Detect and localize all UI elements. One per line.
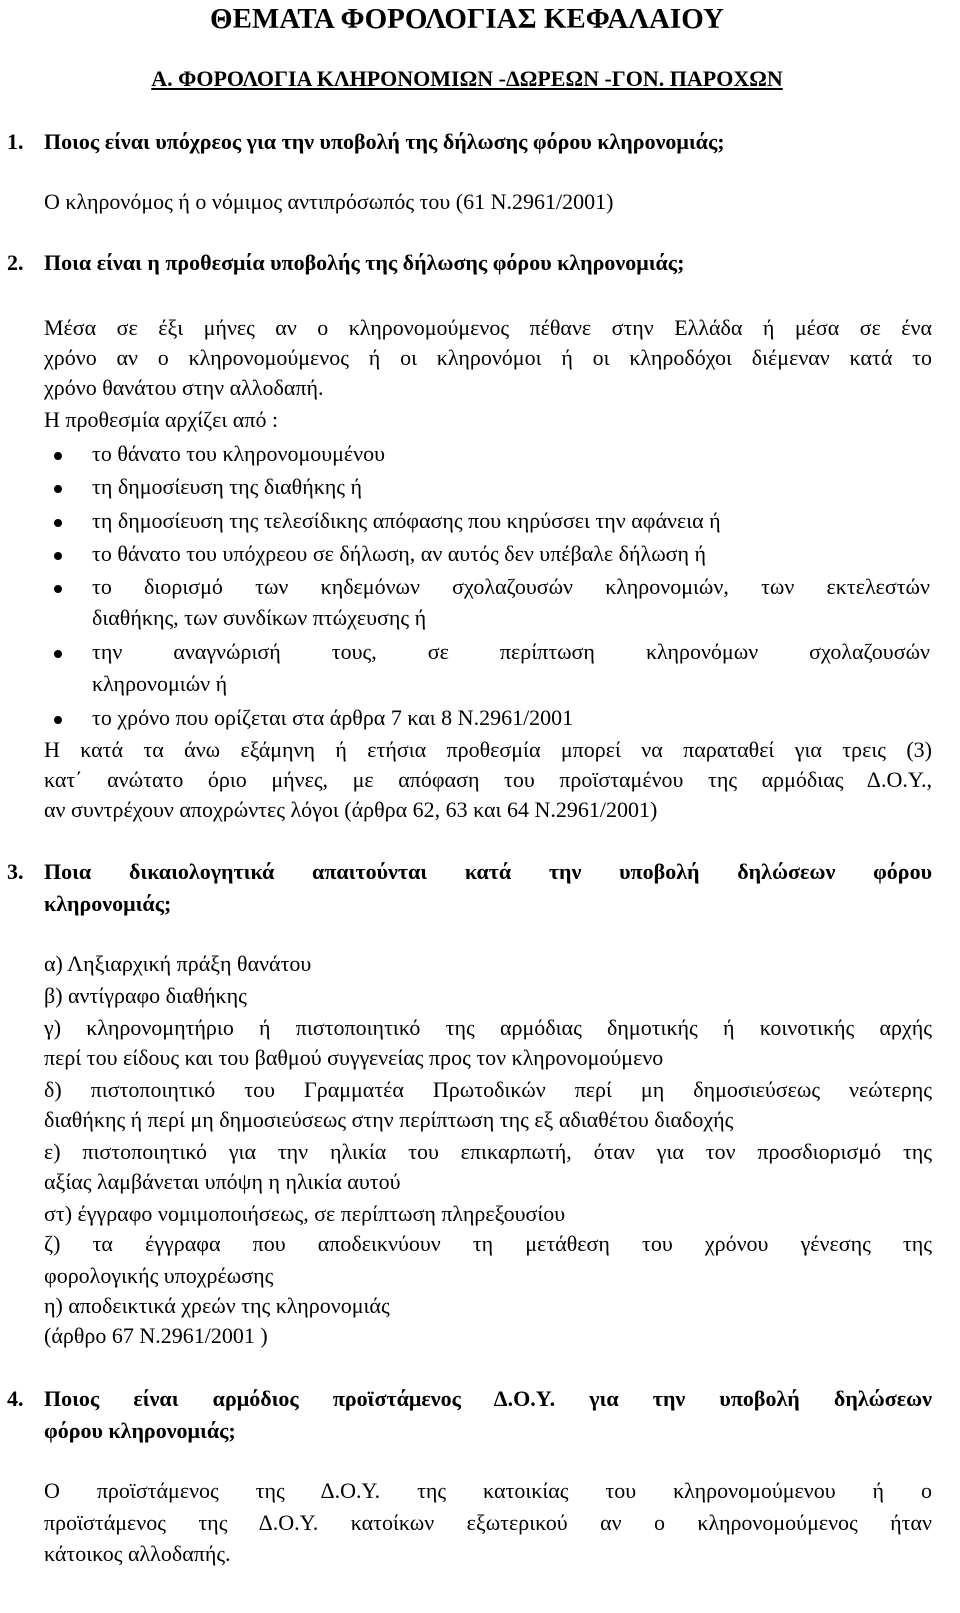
bullet-icon (54, 552, 62, 560)
document-item: (άρθρο 67 Ν.2961/2001 ) (44, 1323, 268, 1348)
answer-4-line: Ο προϊστάμενος της Δ.Ο.Υ. της κατοικίας του κληρονομούμενου ή ο (44, 1478, 932, 1503)
list-item: το χρόνο που ορίζεται στα άρθρα 7 και 8 Ν.2961/2001 (92, 705, 574, 730)
list-item: το θάνατο του υπόχρεου σε δήλωση, αν αυτός δεν υπέβαλε δήλωση ή (92, 541, 707, 566)
bullet-icon (54, 452, 62, 460)
question-4-continuation: φόρου κληρονομιάς; (44, 1418, 236, 1443)
extension-line: Η κατά τα άνω εξάμηνη ή ετήσια προθεσμία μπορεί να παραταθεί για τρεις (3) (44, 737, 932, 762)
document-item: αξίας λαμβάνεται υπόψη η ηλικία αυτού (44, 1169, 401, 1194)
extension-line: αν συντρέχουν αποχρώντες λόγοι (άρθρα 62, 63 και 64 Ν.2961/2001) (44, 797, 658, 822)
question-1: Ποιος είναι υπόχρεος για την υποβολή της δήλωσης φόρου κληρονομιάς; (44, 129, 725, 154)
list-item: το θάνατο του κληρονομουμένου (92, 441, 386, 466)
list-item: την αναγνώρισή τους, σε περίπτωση κληρονόμων σχολαζουσών (92, 639, 930, 664)
question-number: 3. (7, 859, 24, 884)
answer-2-line: Μέσα σε έξι μήνες αν ο κληρονομούμενος πέθανε στην Ελλάδα ή μέσα σε ένα (44, 315, 932, 340)
document-item: περί του είδους και του βαθμού συγγενείας προς τον κληρονομούμενο (44, 1045, 664, 1070)
document-item: ζ) τα έγγραφα που αποδεικνύουν τη μετάθεση του χρόνου γένεσης της (44, 1231, 932, 1256)
extension-line: κατ΄ ανώτατο όριο μήνες, με απόφαση του προϊσταμένου της αρμόδιας Δ.Ο.Υ., (44, 767, 932, 792)
list-item: τη δημοσίευση της τελεσίδικης απόφασης που κηρύσσει την αφάνεια ή (92, 508, 721, 533)
document-title: ΘΕΜΑΤΑ ΦΟΡΟΛΟΓΙΑΣ ΚΕΦΑΛΑΙΟΥ (210, 3, 724, 35)
answer-4-line: προϊστάμενος της Δ.Ο.Υ. κατοίκων εξωτερικού αν ο κληρονομούμενος ήταν (44, 1510, 932, 1535)
document-item: α) Ληξιαρχική πράξη θανάτου (44, 951, 312, 976)
question-3-continuation: κληρονομιάς; (44, 891, 172, 916)
bullet-icon (54, 519, 62, 527)
document-item: ε) πιστοποιητικό για την ηλικία του επικαρπωτή, όταν για τον προσδιορισμό της (44, 1139, 932, 1164)
list-item: το διορισμό των κηδεμόνων σχολαζουσών κληρονομιών, των εκτελεστών (92, 574, 930, 599)
document-item: β) αντίγραφο διαθήκης (44, 983, 247, 1008)
bullet-icon (54, 585, 62, 593)
document-item: η) αποδεικτικά χρεών της κληρονομιάς (44, 1293, 390, 1318)
section-title: Α. ΦΟΡΟΛΟΓΙΑ ΚΛΗΡΟΝΟΜΙΩΝ -ΔΩΡΕΩΝ -ΓΟΝ. ΠΑΡΟΧΩΝ (151, 66, 783, 91)
answer-1: Ο κληρονόμος ή ο νόμιμος αντιπρόσωπός του (61 Ν.2961/2001) (44, 189, 614, 214)
list-item-continuation: κληρονομιών ή (92, 671, 228, 696)
document-item: στ) έγγραφο νομιμοποιήσεως, σε περίπτωση πληρεξουσίου (44, 1201, 566, 1226)
question-number: 1. (7, 129, 24, 154)
question-3: Ποια δικαιολογητικά απαιτούνται κατά την υποβολή δηλώσεων φόρου (44, 859, 932, 884)
question-4: Ποιος είναι αρμόδιος προϊστάμενος Δ.Ο.Υ. για την υποβολή δηλώσεων (44, 1386, 932, 1411)
question-2: Ποια είναι η προθεσμία υποβολής της δήλωσης φόρου κληρονομιάς; (44, 250, 685, 275)
answer-2-line: χρόνο θανάτου στην αλλοδαπή. (44, 375, 324, 400)
document-item: διαθήκης ή περί μη δημοσιεύσεως στην περίπτωση της εξ αδιαθέτου διαδοχής (44, 1107, 734, 1132)
bullet-icon (54, 485, 62, 493)
list-item-continuation: διαθήκης, των συνδίκων πτώχευσης ή (92, 605, 427, 630)
deadline-start-intro: Η προθεσμία αρχίζει από : (44, 407, 279, 432)
bullet-icon (54, 650, 62, 658)
question-number: 2. (7, 250, 24, 275)
answer-2-line: χρόνο αν ο κληρονομούμενος ή οι κληρονόμοι ή οι κληροδόχοι διέμεναν κατά το (44, 345, 932, 370)
question-number: 4. (7, 1386, 24, 1411)
document-item: φορολογικής υποχρέωσης (44, 1263, 274, 1288)
bullet-icon (54, 716, 62, 724)
list-item: τη δημοσίευση της διαθήκης ή (92, 474, 363, 499)
document-item: δ) πιστοποιητικό του Γραμματέα Πρωτοδικών περί μη δημοσιεύσεως νεώτερης (44, 1077, 932, 1102)
document-item: γ) κληρονομητήριο ή πιστοποιητικό της αρμόδιας δημοτικής ή κοινοτικής αρχής (44, 1015, 932, 1040)
answer-4-line: κάτοικος αλλοδαπής. (44, 1541, 231, 1566)
